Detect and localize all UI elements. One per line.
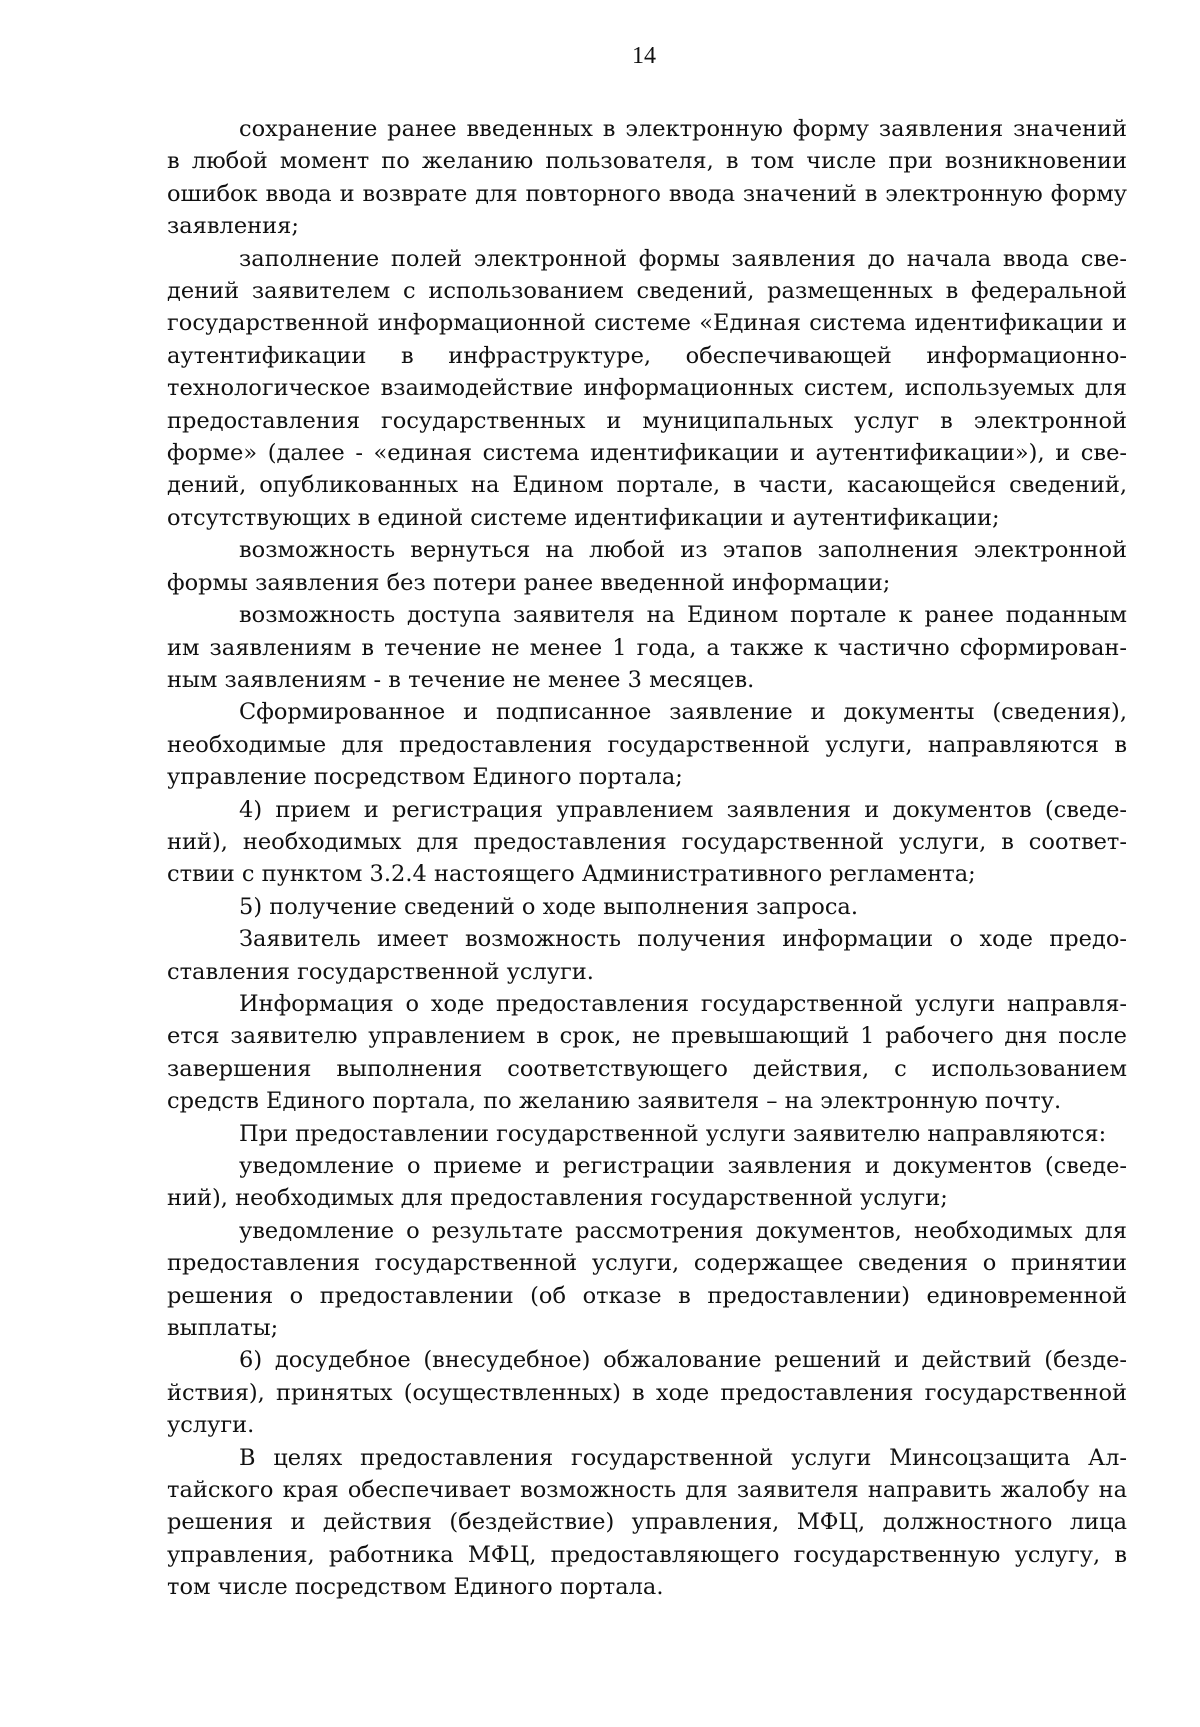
paragraph-5: Сформированное и подписанное заявление и документы (сведения), необходимые для предоставления государственной услуги, направляются в управление посредством Единого портала; [167,699,1127,791]
paragraph-12: уведомление о результате рассмотрения документов, необходимых для предоставления государственной услуги, содержащее сведения о принятии решения о предоставлении (об отказе в предоставлении) единовременной выплаты; [167,1217,1127,1342]
paragraph-10: При предоставлении государственной услуги заявителю направляются: [239,1120,1107,1147]
paragraph-4: возможность доступа заявителя на Едином портале к ранее поданным им заявлениям в течение не менее 1 года, а также к частично сформированным заявлениям - в течение не менее 3 месяцев. [167,602,1127,693]
paragraph-7: 5) получение сведений о ходе выполнения запроса. [239,893,858,920]
paragraph-2: заполнение полей электронной формы заявления до начала ввода сведений заявителем с использованием сведений, размещенных в федеральной государственной информационной системе «Единая система идентификации и аутентификации в инфраструктуре, обеспечивающей информационно-технологическое взаимодействие информационных систем, используемых для предоставления государственных и муниципальных услуг в электронной форме» (далее - «единая система идентификации и аутентификации»), и сведений, опубликованных на Едином портале, в части, касающейся сведений, отсутствующих в единой системе идентификации и аутентификации; [167,245,1127,531]
paragraph-11: уведомление о приеме и регистрации заявления и документов (сведений), необходимых для предоставления государственной услуги; [167,1153,1127,1212]
paragraph-6: 4) прием и регистрация управлением заявления и документов (сведений), необходимых для предоставления государственной услуги, в соответствии с пунктом 3.2.4 настоящего Административного регламента; [167,796,1127,888]
page-number: 14 [632,43,656,69]
paragraph-8: Заявитель имеет возможность получения информации о ходе предоставления государственной услуги. [167,926,1127,985]
paragraph-13: 6) досудебное (внесудебное) обжалование решений и действий (бездействия), принятых (осуществленных) в ходе предоставления государственной услуги. [167,1347,1127,1439]
paragraph-1: сохранение ранее введенных в электронную форму заявления значений в любой момент по желанию пользователя, в том числе при возникновении ошибок ввода и возврате для повторного ввода значений в электронную форму заявления; [167,116,1127,240]
paragraph-3: возможность вернуться на любой из этапов заполнения электронной формы заявления без потери ранее введенной информации; [167,537,1127,596]
document-body [167,113,1127,1604]
paragraph-9: Информация о ходе предоставления государственной услуги направляется заявителю управлением в срок, не превышающий 1 рабочего дня после завершения выполнения соответствующего действия, с использованием средств Единого портала, по желанию заявителя – на электронную почту. [167,990,1127,1115]
paragraph-14: В целях предоставления государственной услуги Минсоцзащита Алтайского края обеспечивает возможность для заявителя направить жалобу на решения и действия (бездействие) управления, МФЦ, должностного лица управления, работника МФЦ, предоставляющего государственную услугу, в том числе посредством Единого портала. [167,1444,1127,1601]
